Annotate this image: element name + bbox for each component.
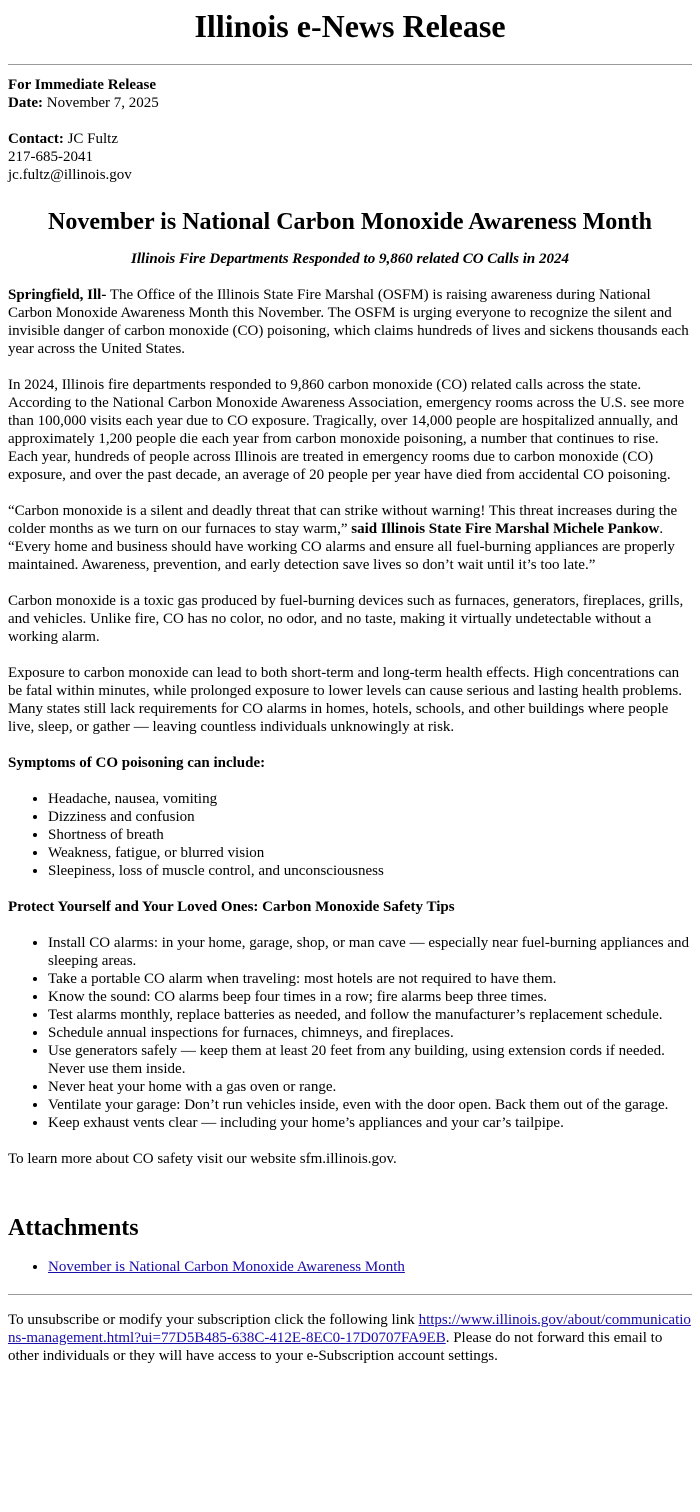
- list-item: • Know the sound: CO alarms beep four times in a row; fire alarms beep three times.: [48, 988, 692, 1006]
- quote-text: . “Every home and business should have working CO alarms and ensure all fuel-burning appliances are properly maintained. Awareness, prevention, and early detection save lives so don’t wait until it’s too late.”: [8, 521, 675, 573]
- contact-label: Contact:: [8, 131, 64, 147]
- date-label: Date:: [8, 95, 43, 111]
- attachments-list: [8, 1258, 692, 1276]
- closing-paragraph: To learn more about CO safety visit our website sfm.illinois.gov.: [8, 1151, 397, 1167]
- list-item: • Never heat your home with a gas oven or range.: [48, 1078, 692, 1096]
- list-item: • Test alarms monthly, replace batteries as needed, and follow the manufacturer’s replacement schedule.: [48, 1006, 692, 1024]
- paragraph-4: Carbon monoxide is a toxic gas produced by fuel-burning devices such as furnaces, generators, fireplaces, grills, and vehicles. Unlike fire, CO has no color, no odor, and no taste, making it virtually undetectable without a working alarm.: [8, 593, 684, 645]
- list-item: • Install CO alarms: in your home, garage, shop, or man cave — especially near fuel-burning appliances and sleeping areas.: [48, 934, 692, 970]
- contact-name: JC Fultz: [63, 131, 119, 147]
- paragraph-3: [8, 502, 692, 574]
- unsubscribe-note: [8, 1311, 692, 1365]
- article-subtitle: Illinois Fire Departments Responded to 9,860 related CO Calls in 2024: [131, 251, 569, 267]
- list-item: • Sleepiness, loss of muscle control, and unconsciousness: [48, 862, 692, 880]
- contact-phone: 217-685-2041: [8, 149, 93, 165]
- attachments-heading: Attachments: [8, 1215, 139, 1241]
- email-body: [0, 8, 700, 1365]
- divider: [8, 64, 692, 65]
- release-meta: [8, 76, 692, 184]
- divider: [8, 1294, 692, 1295]
- tips-list: [8, 934, 692, 1132]
- release-label: For Immediate Release: [8, 77, 157, 93]
- symptoms-list: [8, 790, 692, 880]
- quote-attribution: said Illinois State Fire Marshal Michele Pankow: [347, 521, 660, 537]
- list-item: • Use generators safely — keep them at least 20 feet from any building, using extension cords if needed. Never use them inside.: [48, 1042, 692, 1078]
- quote-text: “Carbon monoxide is a silent and deadly threat that can strike without warning! This threat increases during the colder months as we turn on our furnaces to stay warm,”: [8, 503, 678, 537]
- page-title: Illinois e-News Release: [194, 8, 506, 44]
- contact-email: jc.fultz@illinois.gov: [8, 167, 132, 183]
- symptoms-heading: Symptoms of CO poisoning can include:: [8, 755, 266, 771]
- tips-heading: Protect Yourself and Your Loved Ones: Carbon Monoxide Safety Tips: [8, 899, 455, 915]
- footer-text: . Please do not forward this email to other individuals or they will have access to your e-Subscription account settings.: [8, 1330, 663, 1364]
- list-item: • Ventilate your garage: Don’t run vehicles inside, even with the door open. Back them out of the garage.: [48, 1096, 692, 1114]
- attachment-link[interactable]: November is National Carbon Monoxide Awareness Month: [48, 1259, 405, 1275]
- release-date: November 7, 2025: [42, 95, 159, 111]
- paragraph-2: In 2024, Illinois fire departments responded to 9,860 carbon monoxide (CO) related calls across the state. According to the National Carbon Monoxide Awareness Association, emergency rooms across the U.S. see more than 100,000 visits each year due to CO exposure. Tragically, over 14,000 people are hospitalized annually, and approximately 1,200 people die each year from carbon monoxide poisoning, a number that continues to rise. Each year, hundreds of people across Illinois are treated in emergency rooms due to carbon monoxide (CO) exposure, and over the past decade, an average of 20 people per year have died from accidental CO poisoning.: [8, 377, 685, 483]
- list-item: • Schedule annual inspections for furnaces, chimneys, and fireplaces.: [48, 1024, 692, 1042]
- paragraph-5: Exposure to carbon monoxide can lead to both short-term and long-term health effects. High concentrations can be fatal within minutes, while prolonged exposure to lower levels can cause serious and lasting health problems. Many states still lack requirements for CO alarms in homes, hotels, schools, and other buildings where people live, sleep, or gather — leaving countless individuals unknowingly at risk.: [8, 665, 682, 735]
- dateline: Springfield, Ill-: [8, 287, 107, 303]
- paragraph-text: The Office of the Illinois State Fire Marshal (OSFM) is raising awareness during National Carbon Monoxide Awareness Month this November. The OSFM is urging everyone to recognize the silent and invisible danger of carbon monoxide (CO) poisoning, which claims hundreds of lives and sickens thousands each year across the United States.: [8, 287, 689, 357]
- list-item: • Shortness of breath: [48, 826, 692, 844]
- article-title: November is National Carbon Monoxide Awareness Month: [47, 209, 652, 235]
- unsubscribe-link[interactable]: https://www.illinois.gov/about/communications-management.html?ui=77D5B485-638C-412E-8EC0-17D0707FA9EB: [8, 1312, 691, 1346]
- list-item: • Keep exhaust vents clear — including your home’s appliances and your car’s tailpipe.: [48, 1114, 692, 1132]
- footer-text: To unsubscribe or modify your subscription click the following link: [8, 1312, 419, 1328]
- list-item: • Headache, nausea, vomiting: [48, 790, 692, 808]
- list-item: • Dizziness and confusion: [48, 808, 692, 826]
- paragraph-1: [8, 286, 692, 358]
- list-item: • Weakness, fatigue, or blurred vision: [48, 844, 692, 862]
- list-item: • Take a portable CO alarm when traveling: most hotels are not required to have them.: [48, 970, 692, 988]
